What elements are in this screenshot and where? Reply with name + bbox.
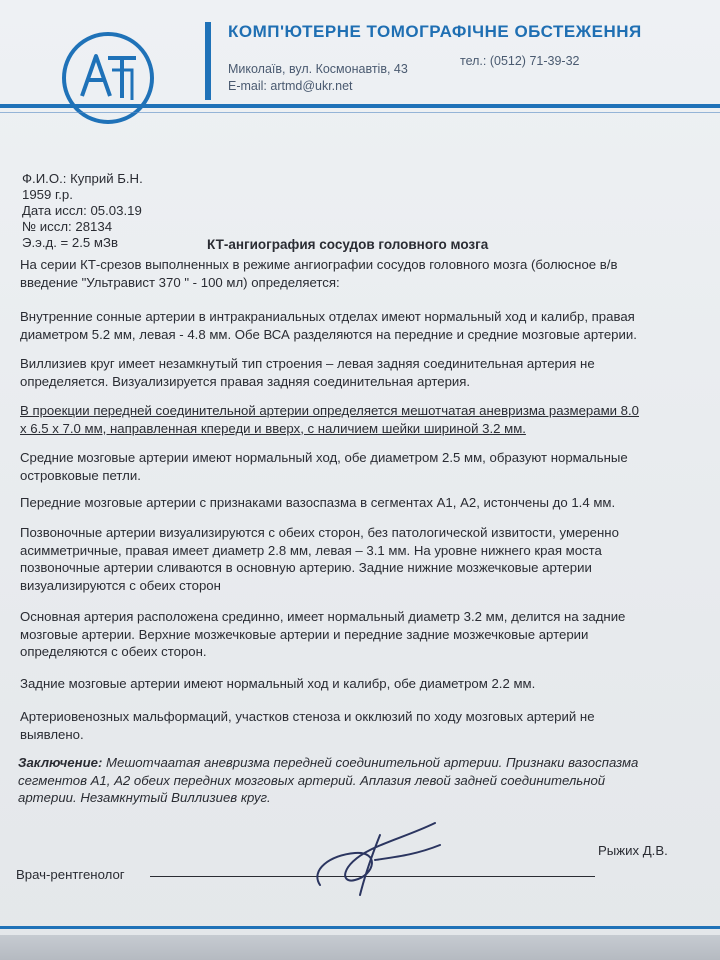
patient-name: Ф.И.О.: Куприй Б.Н.	[22, 171, 143, 186]
conclusion-line-2: сегментов А1, А2 обеих передних мозговых артерий. Аплазия левой задней соединительной	[18, 772, 606, 788]
report-title: КТ-ангиография сосудов головного мозга	[207, 237, 489, 252]
text-line: Средние мозговые артерии имеют нормальный ход, обе диаметром 2.5 мм, образуют нормальные	[20, 450, 628, 465]
signature-role: Врач-рентгенолог	[16, 867, 125, 882]
doctor-name: Рыжих Д.В.	[598, 843, 668, 858]
text-line: Задние мозговые артерии имеют нормальный ход и калибр, обе диаметром 2.2 мм.	[20, 676, 536, 691]
findings-paragraph-5	[20, 449, 628, 484]
findings-paragraph-10	[20, 708, 595, 743]
patient-birth-year: 1959 г.р.	[22, 187, 73, 202]
text-line: визуализируются с обеих сторон	[20, 577, 221, 593]
text-line: Основная артерия расположена срединно, имеет нормальный диаметр 3.2 мм, делится на задние	[20, 609, 626, 624]
handwritten-signature	[300, 815, 450, 905]
org-title: КОМП'ЮТЕРНЕ ТОМОГРАФІЧНЕ ОБСТЕЖЕННЯ	[228, 22, 642, 41]
findings-paragraph-7	[20, 524, 619, 594]
text-line: Артериовенозных мальформаций, участков стеноза и окклюзий по ходу мозговых артерий не	[20, 709, 595, 724]
exam-date: Дата иссл: 05.03.19	[22, 203, 142, 218]
findings-paragraph-6	[20, 494, 615, 512]
text-line: определяются с обеих сторон.	[20, 644, 207, 659]
findings-paragraph-2	[20, 308, 637, 343]
text-line: Виллизиев круг имеет незамкнутый тип строения – левая задняя соединительная артерия не	[20, 356, 595, 371]
effective-dose: Э.э.д. = 2.5 мЗв	[22, 235, 118, 250]
findings-paragraph-8	[20, 608, 625, 661]
exam-number: № иссл: 28134	[22, 219, 113, 234]
text-line: определяется. Визуализируется правая задняя соединительная артерия.	[20, 373, 471, 389]
text-line: х 6.5 х 7.0 мм, направленная кпереди и вверх, с наличием шейки шириной 3.2 мм.	[20, 420, 526, 436]
text-line: мозговые артерии. Верхние мозжечковые артерии и передние задние мозжечковые артерии	[20, 626, 589, 642]
text-line: Внутренние сонные артерии в интракраниальных отделах имеют нормальный ход и калибр, правая	[20, 309, 635, 324]
conclusion-line-3: артерии. Незамкнутый Виллизиев круг.	[18, 790, 271, 805]
text-line: В проекции передней соединительной артерии определяется мешотчатая аневризма размерами 8.0	[20, 403, 639, 418]
conclusion	[18, 754, 708, 807]
findings-paragraph-1	[20, 256, 617, 291]
text-line: островковые петли.	[20, 467, 141, 483]
org-address: Миколаїв, вул. Космонавтів, 43	[228, 62, 408, 76]
org-phone: тел.: (0512) 71-39-32	[460, 54, 580, 68]
conclusion-line-1	[18, 754, 708, 772]
text-line: позвоночные артерии сливаются в основную артерию. Задние нижние мозжечковые артерии	[20, 560, 592, 575]
text-line: диаметром 5.2 мм, левая - 4.8 мм. Обе ВСА разделяются на передние и средние мозговые артерии.	[20, 326, 637, 342]
footer-band	[0, 935, 720, 960]
text-line: Передние мозговые артерии с признаками вазоспазма в сегментах А1, А2, истончены до 1.4 мм.	[20, 495, 616, 510]
conclusion-label: Заключение:	[18, 755, 103, 770]
text-line: Позвоночные артерии визуализируются с обеих сторон, без патологической извитости, умеренно	[20, 525, 619, 540]
footer-rule	[0, 926, 720, 929]
aneurysm-finding	[20, 402, 639, 437]
text-line: введение "Ультравист 370 " - 100 мл) определяется:	[20, 274, 340, 290]
text-line: На серии КТ-срезов выполненных в режиме ангиографии сосудов головного мозга (болюсное в/в	[20, 257, 618, 272]
text-line: асимметричные, правая имеет диаметр 2.8 мм, левая – 3.1 мм. На уровне нижнего края моста	[20, 542, 602, 558]
text-line: выявлено.	[20, 726, 84, 742]
findings-paragraph-9	[20, 675, 535, 693]
findings-paragraph-3	[20, 355, 595, 390]
org-email: E-mail: artmd@ukr.net	[228, 79, 353, 93]
conclusion-text: Мешотчаатая аневризма передней соединительной артерии. Признаки вазоспазма	[102, 755, 639, 770]
